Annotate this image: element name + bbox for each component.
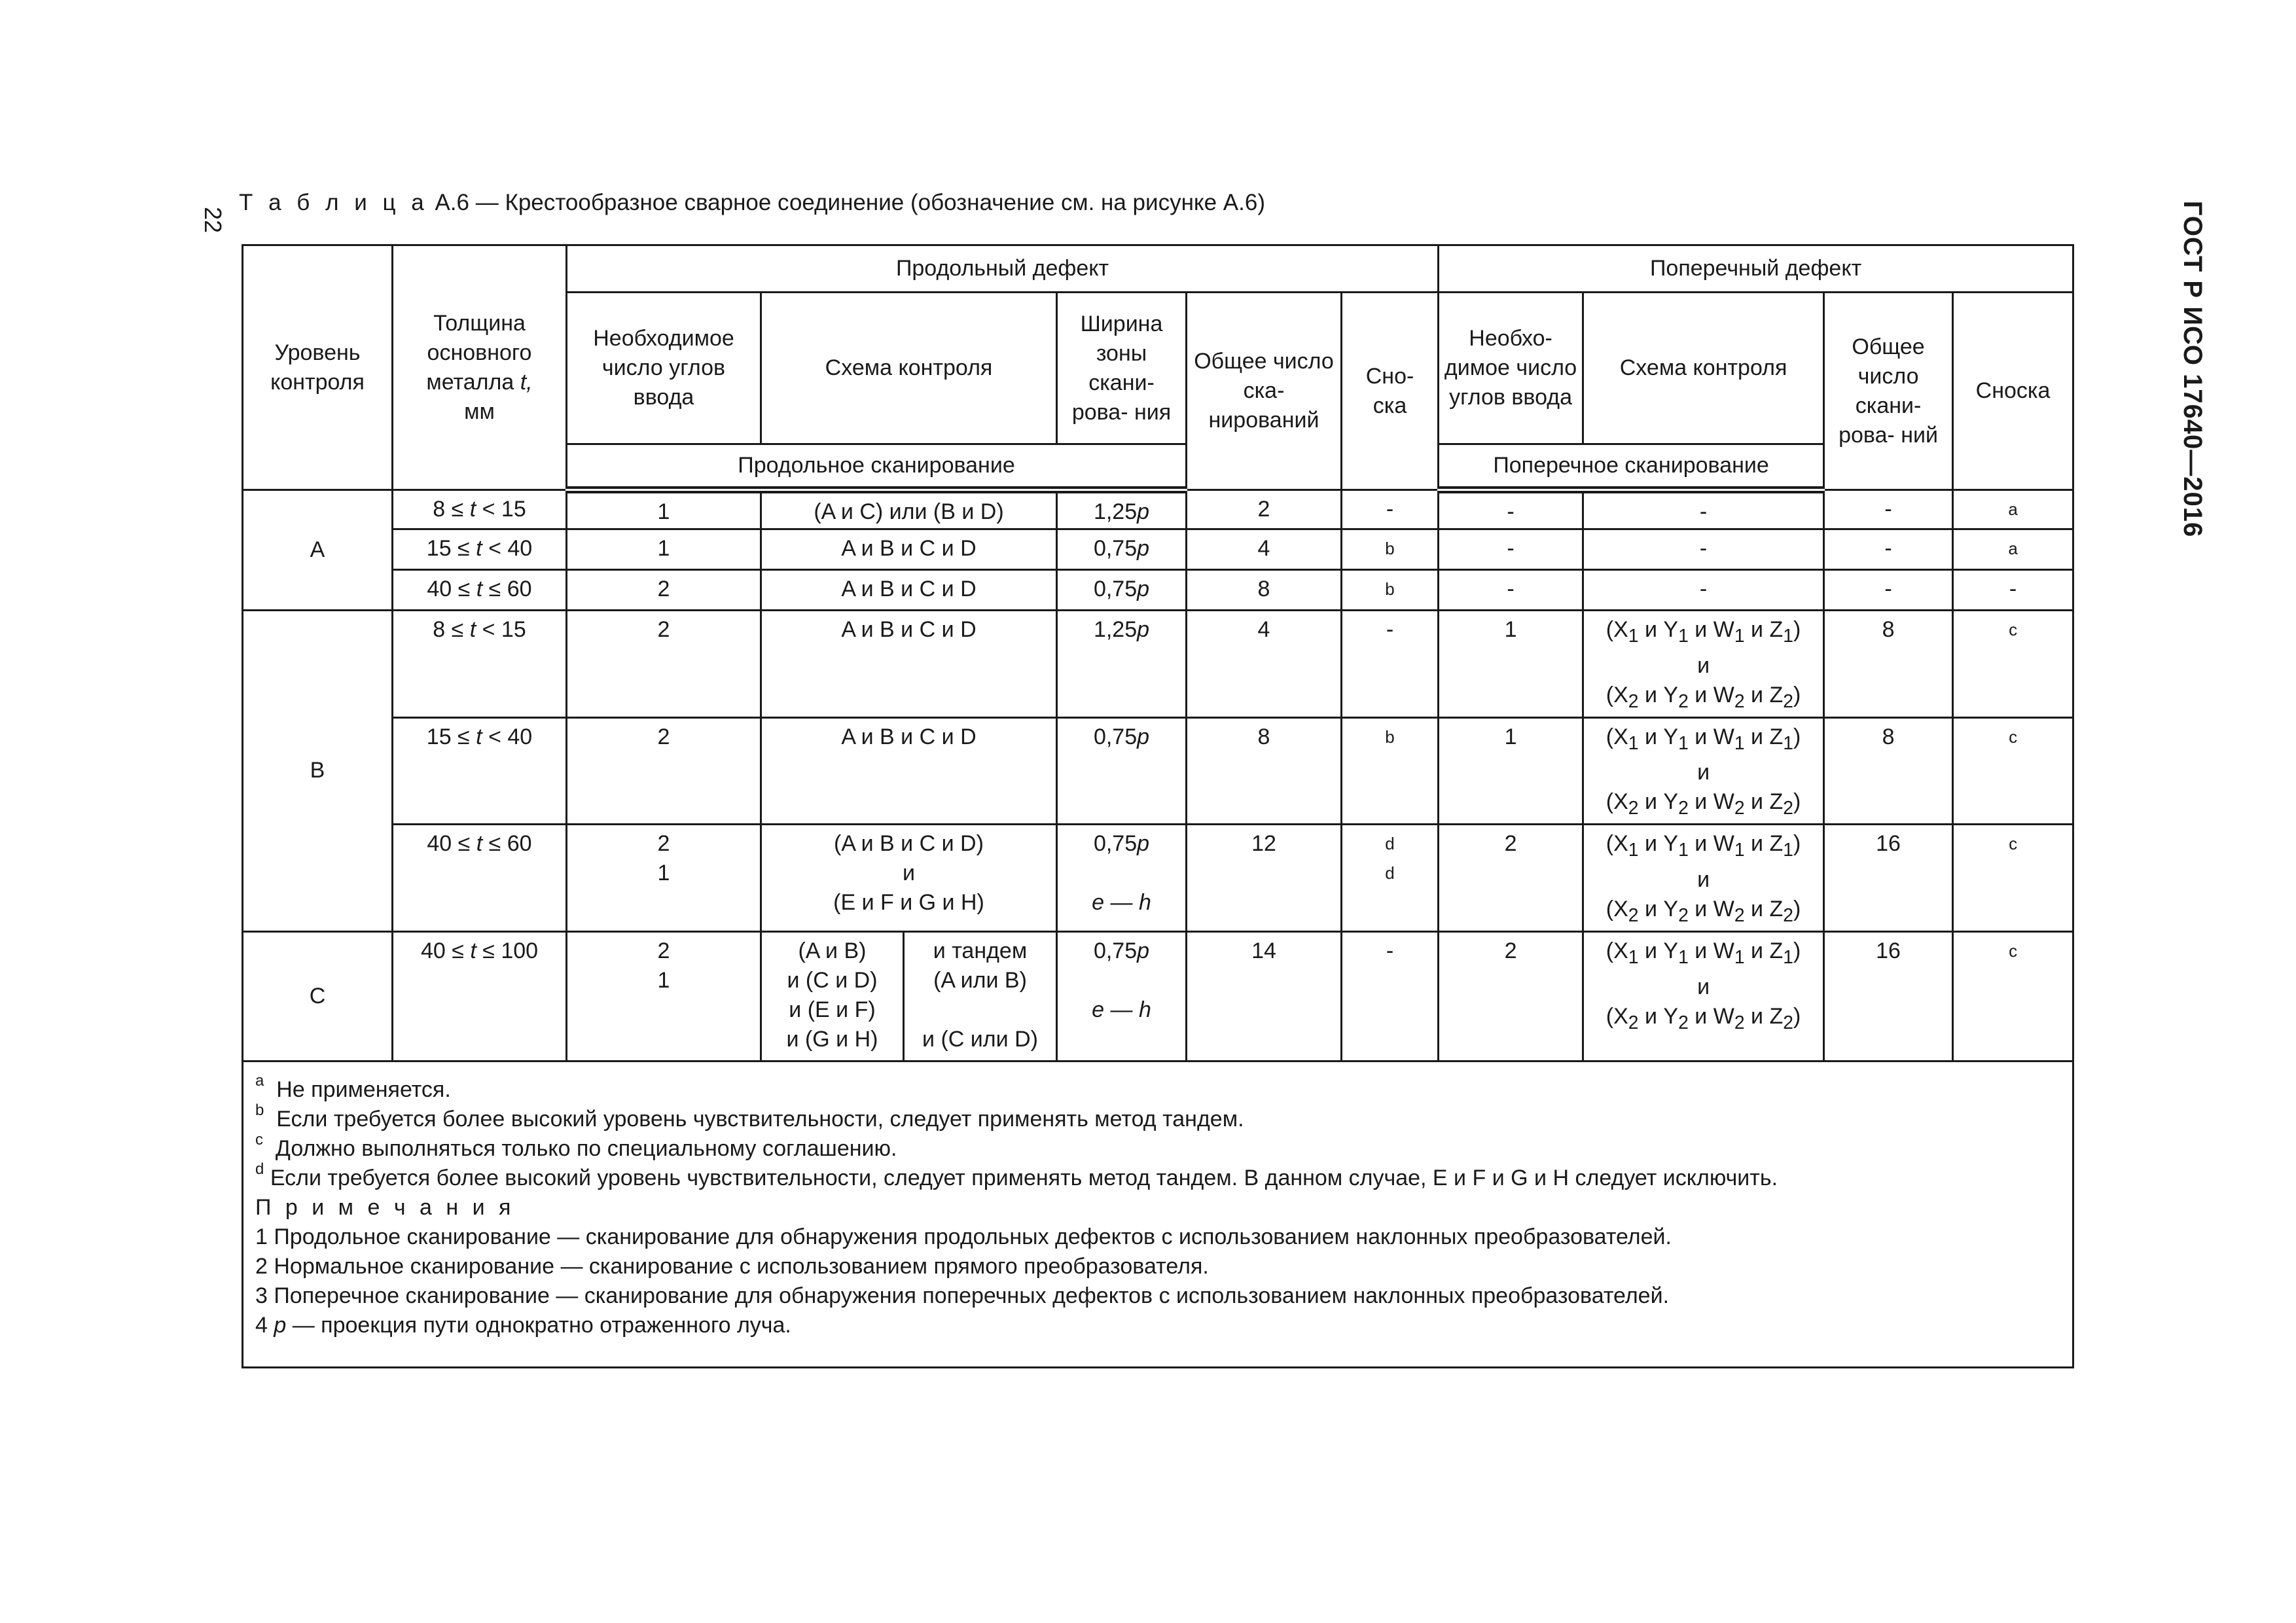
scheme-cell	[761, 825, 1057, 932]
total-cell: 8	[1187, 570, 1342, 611]
tr-total-cell: 16	[1824, 931, 1953, 1061]
width-line: 0,75p	[1093, 938, 1150, 963]
tr-total-cell: 8	[1824, 717, 1953, 825]
table-row	[243, 717, 2073, 825]
tr-scheme-cell	[1583, 825, 1824, 932]
thickness-cell: 40 ≤ t ≤ 60	[393, 825, 567, 932]
table-row	[243, 825, 2073, 932]
tr-scheme-and: и	[1697, 974, 1710, 999]
footnote-d: $^d$ Если требуется более высокий уровень чувствительности, следует применять метод тандем. В данном случае, E и F и G и H следует исключить.	[255, 1160, 1778, 1190]
tr-footnote-cell: c	[1953, 825, 2073, 932]
width-line: 0,75p	[1093, 831, 1150, 857]
table-caption	[239, 188, 1265, 217]
tr-angles-cell: 1	[1439, 717, 1583, 825]
level-c: C	[243, 931, 393, 1061]
tr-scheme-line: ($X_1$ и $Y_1$ и $W_1$ и $Z_1$)	[1605, 831, 1801, 861]
note-4-text: — проекция пути однократно отраженного луча.	[286, 1312, 791, 1338]
tr-total-cell: -	[1824, 529, 1953, 570]
width-cell: 0,75p	[1057, 570, 1187, 611]
tr-scheme-line: ($X_1$ и $Y_1$ и $W_1$ и $Z_1$)	[1605, 617, 1801, 647]
angles-cell: 2	[567, 717, 761, 825]
footnote-cell	[1342, 825, 1439, 932]
thickness-cell: 15 ≤ t < 40	[393, 717, 567, 825]
table-row	[243, 611, 2073, 718]
scheme-line: (A или B)	[933, 967, 1027, 993]
tr-footnote-cell: a	[1953, 490, 2073, 529]
scheme-cell: A и B и C и D	[761, 570, 1057, 611]
total-cell: 4	[1187, 611, 1342, 718]
footnote-a-text: Не применяется.	[276, 1077, 451, 1102]
angles-cell	[567, 931, 761, 1061]
note-4-var: p	[274, 1312, 287, 1338]
tr-angles-cell: -	[1439, 529, 1583, 570]
header-long-footnote: Сно- ска	[1342, 293, 1439, 490]
footnote-cell: -	[1342, 611, 1439, 718]
scheme-cell: (A и C) или (B и D)	[761, 490, 1057, 529]
width-line	[1062, 966, 1181, 995]
thickness-cell: 15 ≤ t < 40	[393, 529, 567, 570]
footnote-cell: b	[1342, 570, 1439, 611]
tr-scheme-line: ($X_2$ и $Y_2$ и $W_2$ и $Z_2$)	[1605, 789, 1801, 819]
tr-scheme-cell: -	[1583, 490, 1824, 529]
angles-line: 2	[657, 938, 670, 963]
scheme-line: (A и B и C и D)	[834, 831, 984, 857]
footnote-b-text: Если требуется более высокий уровень чувствительности, следует применять метод тандем.	[276, 1106, 1244, 1132]
tr-footnote-cell: a	[1953, 529, 2073, 570]
caption-prefix: Т а б л и ц а	[239, 190, 429, 215]
total-cell: 2	[1187, 490, 1342, 529]
header-thickness-unit: мм	[464, 399, 495, 424]
total-cell: 4	[1187, 529, 1342, 570]
header-long-total: Общее число ска- нирований	[1187, 293, 1342, 490]
tr-total-cell: 8	[1824, 611, 1953, 718]
footnote-b: $^b$ Если требуется более высокий уровень чувствительности, следует применять метод тандем.	[255, 1101, 1244, 1132]
tr-angles-cell: -	[1439, 490, 1583, 529]
tr-total-cell: -	[1824, 490, 1953, 529]
note-1: 1 Продольное сканирование — сканирование для обнаружения продольных дефектов с использованием наклонных преобразователей.	[255, 1224, 1672, 1249]
scheme-cell: A и B и C и D	[761, 717, 1057, 825]
scheme-cell: A и B и C и D	[761, 611, 1057, 718]
tr-scheme-cell: -	[1583, 529, 1824, 570]
header-thickness-var: t,	[520, 369, 533, 395]
scheme-line: (E и F и G и H)	[833, 890, 984, 916]
note-2: 2 Нормальное сканирование — сканирование с использованием прямого преобразователя.	[255, 1253, 1209, 1279]
angles-cell: 1	[567, 490, 761, 529]
notes-cell	[243, 1061, 2073, 1367]
notes-title: П р и м е ч а н и я	[255, 1194, 515, 1220]
scheme-cell: A и B и C и D	[761, 529, 1057, 570]
width-cell	[1057, 825, 1187, 932]
tr-angles-cell: 2	[1439, 825, 1583, 932]
tr-total-cell: -	[1824, 570, 1953, 611]
page-number: 22	[200, 206, 226, 234]
scheme-line: и	[903, 861, 915, 886]
tr-scheme-cell	[1583, 717, 1824, 825]
total-cell: 14	[1187, 931, 1342, 1061]
header-tr-footnote: Сноска	[1953, 293, 2073, 490]
width-cell: 1,25p	[1057, 611, 1187, 718]
table-row	[243, 931, 2073, 1061]
document-code: ГОСТ Р ИСО 17640—2016	[2178, 200, 2207, 538]
tr-scheme-cell: -	[1583, 570, 1824, 611]
table-row	[243, 570, 2073, 611]
scheme-line: и (E и F)	[789, 997, 876, 1022]
tr-scheme-and: и	[1697, 760, 1710, 785]
footnote-cell: -	[1342, 490, 1439, 529]
width-cell: 0,75p	[1057, 717, 1187, 825]
footnote-cell: -	[1342, 931, 1439, 1061]
tr-scheme-line: ($X_2$ и $Y_2$ и $W_2$ и $Z_2$)	[1605, 896, 1801, 926]
tr-total-cell: 16	[1824, 825, 1953, 932]
header-tr-scheme: Схема контроля	[1583, 293, 1824, 444]
scheme-right-cell	[904, 931, 1057, 1061]
footnote-line: d	[1385, 834, 1395, 854]
angles-line: 1	[657, 861, 670, 886]
scheme-line: и тандем	[933, 938, 1028, 963]
header-longitudinal: Продольный дефект	[567, 245, 1439, 293]
thickness-cell: 8 ≤ t < 15	[393, 611, 567, 718]
note-4	[255, 1311, 2060, 1340]
tr-footnote-cell: c	[1953, 611, 2073, 718]
scheme-line: (A и B)	[798, 938, 867, 963]
note-4-number: 4	[255, 1312, 274, 1338]
tr-scheme-line: ($X_1$ и $Y_1$ и $W_1$ и $Z_1$)	[1605, 724, 1801, 754]
header-tr-total: Общее число скани- рова- ний	[1824, 293, 1953, 490]
tr-scheme-line: ($X_2$ и $Y_2$ и $W_2$ и $Z_2$)	[1605, 1003, 1801, 1033]
tr-angles-cell: -	[1439, 570, 1583, 611]
header-long-scheme: Схема контроля	[761, 293, 1057, 444]
caption-title: А.6 — Крестообразное сварное соединение (обозначение см. на рисунке А.6)	[428, 190, 1265, 215]
tr-scheme-cell	[1583, 931, 1824, 1061]
tr-scheme-line: ($X_1$ и $Y_1$ и $W_1$ и $Z_1$)	[1605, 938, 1801, 968]
scheme-line: и (G и H)	[786, 1026, 878, 1052]
angles-cell: 2	[567, 570, 761, 611]
footnote-c: $^c$ Должно выполняться только по специальному соглашению.	[255, 1131, 897, 1161]
total-cell: 12	[1187, 825, 1342, 932]
footnote-line: d	[1385, 863, 1395, 883]
width-cell	[1057, 931, 1187, 1061]
header-long-scan: Продольное сканирование	[567, 444, 1187, 490]
thickness-cell: 40 ≤ t ≤ 60	[393, 570, 567, 611]
width-cell: 1,25p	[1057, 490, 1187, 529]
table-row	[243, 490, 2073, 529]
header-thickness-label: Толщина основного металла	[426, 310, 532, 395]
width-cell: 0,75p	[1057, 529, 1187, 570]
header-long-width: Ширина зоны скани- рова- ния	[1057, 293, 1187, 444]
header-long-angles: Необходимое число углов ввода	[567, 293, 761, 444]
tr-angles-cell: 2	[1439, 931, 1583, 1061]
tr-scheme-and: и	[1697, 866, 1710, 892]
footnote-d-text: Если требуется более высокий уровень чувствительности, следует применять метод тандем. В данном случае, E и F и G и H следует исключить.	[270, 1165, 1778, 1190]
header-row-1	[243, 245, 2073, 293]
footnote-cell: b	[1342, 529, 1439, 570]
angles-cell: 1	[567, 529, 761, 570]
angles-line: 2	[657, 831, 670, 857]
footnote-a: $^a$ Не применяется.	[255, 1072, 451, 1102]
thickness-cell: 40 ≤ t ≤ 100	[393, 931, 567, 1061]
header-transverse: Поперечный дефект	[1439, 245, 2073, 293]
tr-scheme-cell	[1583, 611, 1824, 718]
note-3: 3 Поперечное сканирование — сканирование для обнаружения поперечных дефектов с использованием наклонных преобразователей.	[255, 1283, 1670, 1308]
header-tr-scan: Поперечное сканирование	[1439, 444, 1824, 490]
scanning-table	[242, 244, 2074, 1368]
tr-scheme-and: и	[1697, 652, 1710, 678]
tr-footnote-cell: c	[1953, 717, 2073, 825]
header-level: Уровень контроля	[243, 245, 393, 490]
header-thickness	[393, 245, 567, 490]
notes-row	[243, 1061, 2073, 1367]
footnote-c-text: Должно выполняться только по специальному соглашению.	[275, 1135, 897, 1161]
scheme-line: и (C или D)	[922, 1026, 1038, 1052]
tr-footnote-cell: c	[1953, 931, 2073, 1061]
width-line: e — h	[1092, 997, 1151, 1022]
footnote-cell: b	[1342, 717, 1439, 825]
scheme-left-cell	[761, 931, 904, 1061]
table-row	[243, 529, 2073, 570]
tr-footnote-cell: -	[1953, 570, 2073, 611]
tr-angles-cell: 1	[1439, 611, 1583, 718]
angles-cell	[567, 825, 761, 932]
header-tr-angles: Необхо- димое число углов ввода	[1439, 293, 1583, 444]
scheme-line	[908, 995, 1052, 1025]
width-line	[1062, 859, 1181, 888]
width-line: e — h	[1092, 890, 1151, 916]
angles-line: 1	[657, 967, 670, 993]
tr-scheme-line: ($X_2$ и $Y_2$ и $W_2$ и $Z_2$)	[1605, 682, 1801, 712]
scheme-line: и (C и D)	[787, 967, 878, 993]
level-a: A	[243, 490, 393, 611]
total-cell: 8	[1187, 717, 1342, 825]
angles-cell: 2	[567, 611, 761, 718]
level-b: B	[243, 611, 393, 932]
thickness-cell: 8 ≤ t < 15	[393, 490, 567, 529]
